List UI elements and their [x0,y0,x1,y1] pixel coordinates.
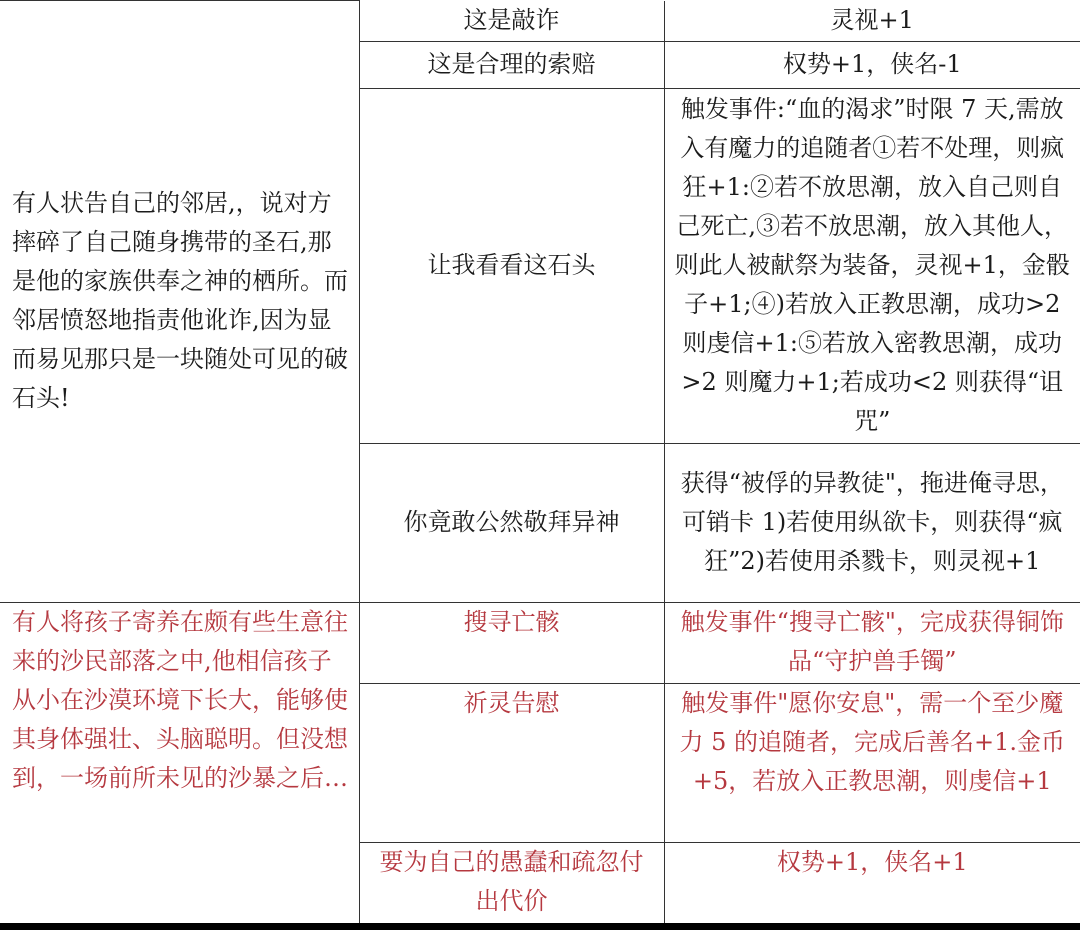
result-cell: 权势+1，侠名-1 [664,41,1080,88]
scenario-cell-sandstorm-child: 有人将孩子寄养在颇有些生意往来的沙民部落之中,他相信孩子从小在沙漠环境下长大，能够使其身体强壮、头脑聪明。但没想到，一场前所未见的沙暴之后… [0,602,359,925]
result-cell: 触发事件“搜寻亡骸"，完成获得铜饰品“守护兽手镯” [664,602,1080,683]
result-cell: 权势+1，侠名+1 [664,842,1080,925]
scenario-cell-holy-stone: 有人状告自己的邻居,，说对方摔碎了自己随身携带的圣石,那是他的家族供奉之神的栖所。而邻居愤怒地指责他讹诈,因为显而易见那只是一块随处可见的破石头! [0,1,359,603]
choice-cell: 你竟敢公然敬拜异神 [359,443,664,602]
choice-cell: 要为自己的愚蠢和疏忽付出代价 [359,842,664,925]
choice-cell: 这是敲诈 [359,1,664,42]
result-cell: 获得“被俘的异教徒"，拖进俺寻思，可销卡 1)若使用纵欲卡，则获得“疯狂”2)若使用杀戮卡，则灵视+1 [664,443,1080,602]
table-row [0,1,1080,42]
choice-cell: 祈灵告慰 [359,683,664,842]
choice-cell: 这是合理的索赔 [359,41,664,88]
table-row [0,602,1080,683]
result-cell: 灵视+1 [664,1,1080,42]
choice-cell: 搜寻亡骸 [359,602,664,683]
choice-cell: 让我看看这石头 [359,88,664,443]
bottom-edge-bar [0,923,1080,930]
result-cell: 触发事件"愿你安息"，需一个至少魔力 5 的追随者，完成后善名+1.金币+5，若放入正教思潮，则虔信+1 [664,683,1080,842]
result-cell: 触发事件:“血的渴求”时限 7 天,需放入有魔力的追随者①若不处理，则疯狂+1:②若不放思潮，放入自己则自己死亡,③若不放思潮，放入其他人，则此人被献祭为装备，灵视+1，金骰子+1;④)若放入正教思潮，成功>2 则虔信+1:⑤若放入密教思潮，成功>2 则魔力+1;若成功<2 则获得“诅咒” [664,88,1080,443]
